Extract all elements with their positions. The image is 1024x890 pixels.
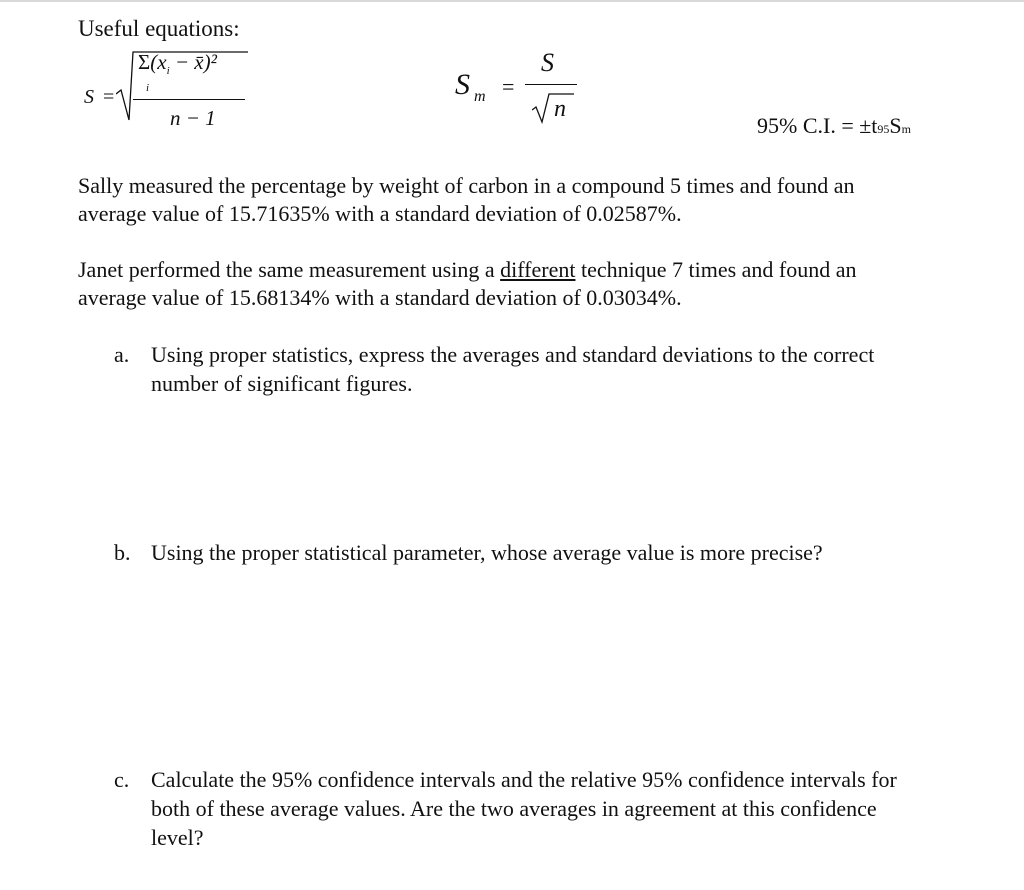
std-dev-numerator: [138, 50, 217, 77]
question-c-line-2: both of these average values. Are the two averages in agreement at this confidence: [151, 796, 877, 821]
question-c-label: c.: [114, 767, 130, 792]
useful-equations-heading: Useful equations:: [78, 16, 240, 41]
janet-paragraph: [78, 256, 857, 312]
question-a-text: [151, 340, 874, 398]
question-b-line-1: Using the proper statistical parameter, whose average value is more precise?: [151, 540, 823, 565]
std-error-fraction-bar: [525, 84, 577, 85]
std-error-numerator: S: [541, 48, 554, 77]
question-a-line-2: number of significant figures.: [151, 371, 413, 396]
std-error-lhs-sub: m: [474, 88, 486, 105]
janet-line-1-after: technique 7 times and found an: [575, 257, 857, 282]
sum-index: i: [146, 82, 150, 94]
std-dev-fraction-bar: [133, 99, 245, 100]
std-error-lhs: S: [455, 68, 470, 101]
question-c-text: [151, 765, 897, 852]
sally-paragraph: [78, 172, 855, 228]
janet-line-1-before: Janet performed the same measurement using a: [78, 257, 501, 282]
numerator-tail: − x̄)²: [169, 50, 217, 74]
question-c-line-1: Calculate the 95% confidence intervals and the relative 95% confidence intervals for: [151, 767, 897, 792]
ci-sub-95: 95: [877, 122, 890, 136]
question-a-line-1: Using proper statistics, express the averages and standard deviations to the correct: [151, 342, 875, 367]
ci-sub-m: m: [901, 122, 912, 136]
std-dev-denominator: n − 1: [170, 106, 216, 130]
page-top-border: [0, 0, 1024, 2]
numerator-sub-i: i: [166, 65, 170, 78]
sally-line-2: average value of 15.71635% with a standard deviation of 0.02587%.: [78, 201, 682, 226]
question-b-text: [151, 538, 823, 567]
ci-s: S: [889, 113, 902, 138]
question-b-label: b.: [114, 540, 131, 565]
std-error-equals: =: [502, 74, 515, 99]
question-a-label: a.: [114, 342, 130, 367]
janet-line-2: average value of 15.68134% with a standard deviation of 0.03034%.: [78, 285, 682, 310]
std-dev-lhs: S: [84, 86, 94, 108]
std-error-denominator: n: [554, 96, 566, 122]
numerator-x: (x: [150, 50, 167, 74]
confidence-interval-equation: [757, 113, 911, 139]
janet-line-1: [78, 256, 857, 284]
question-c-line-3: level?: [151, 825, 204, 850]
ci-main-text: 95% C.I. = ±t: [757, 113, 878, 138]
sally-line-1: Sally measured the percentage by weight of carbon in a compound 5 times and found an: [78, 173, 855, 198]
sigma-symbol: Σ: [138, 50, 151, 74]
janet-underlined-word: different: [500, 257, 576, 282]
std-dev-equals: =: [103, 86, 115, 108]
